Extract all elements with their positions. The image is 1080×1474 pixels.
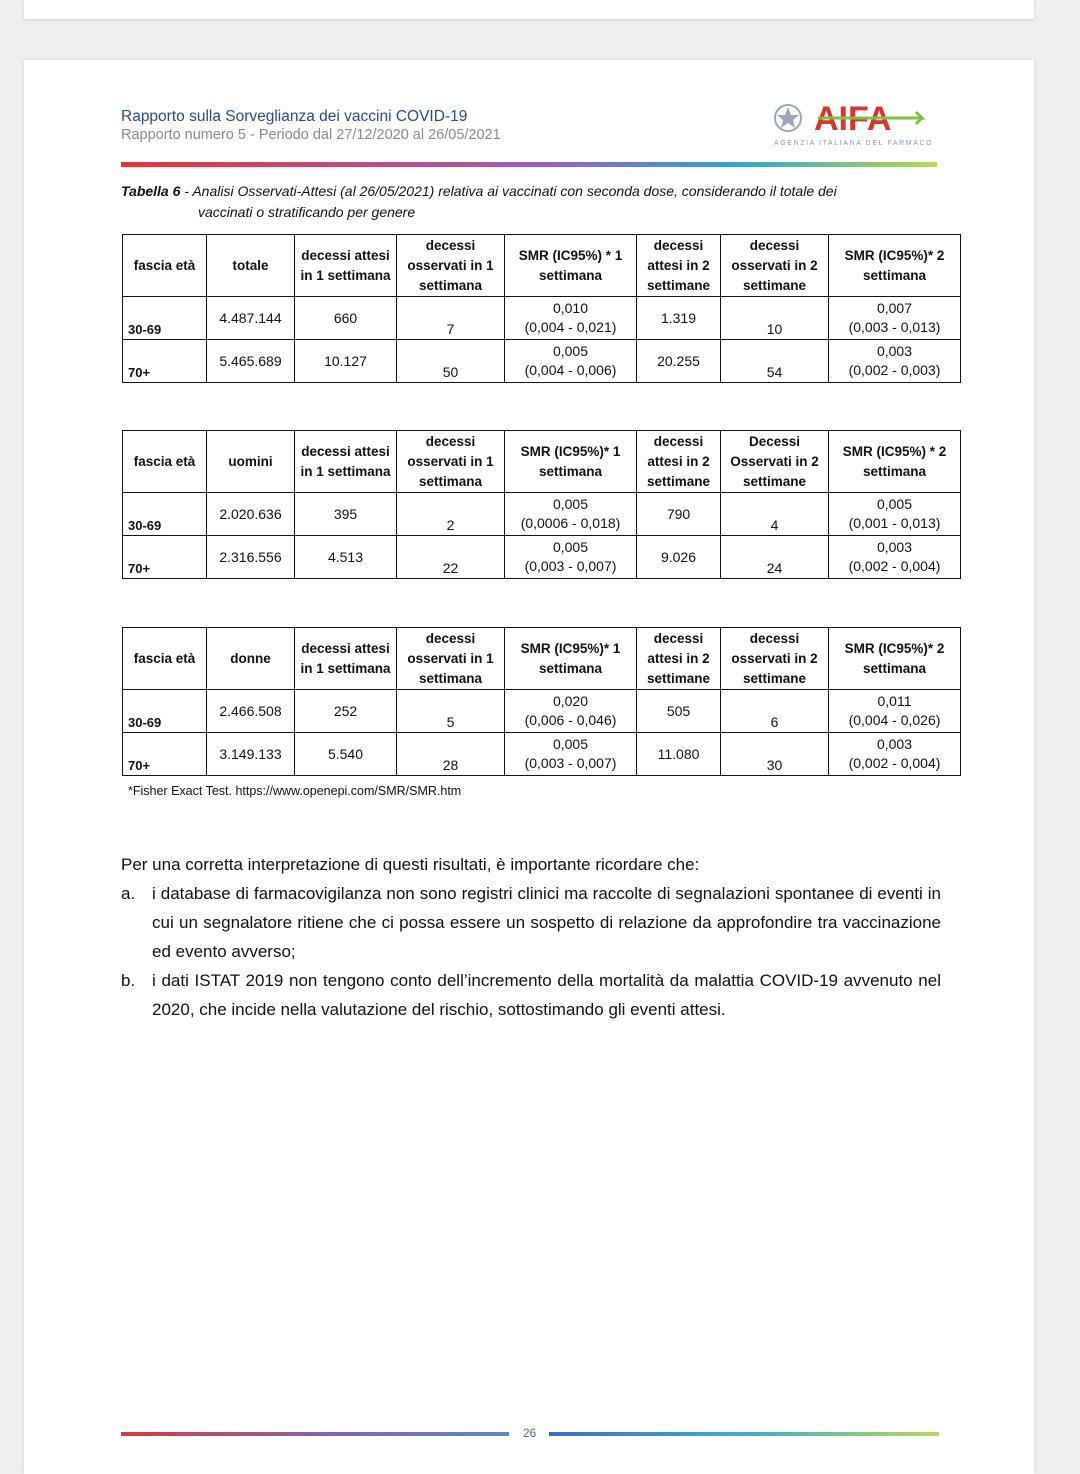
observed-1w-cell: 7 (397, 297, 505, 340)
expected-1w-cell: 5.540 (295, 733, 397, 776)
column-header: donne (207, 628, 295, 690)
column-header: decessi osservati in 1 settimana (397, 235, 505, 297)
column-header: fascia età (123, 431, 207, 493)
list-text: i database di farmacovigilanza non sono registri clinici ma raccolte di segnalazioni spontanee di eventi in cui un segnalatore ritiene che ci possa essere un sospetto di relazione da approfondire tra vaccinazione ed evento avverso; (152, 884, 941, 961)
list-item (121, 879, 941, 966)
observed-2w-cell: 6 (721, 690, 829, 733)
smr-ci: (0,006 - 0,046) (524, 712, 617, 728)
column-header: SMR (IC95%)* 1 settimana (505, 431, 637, 493)
smr-2w-cell (829, 340, 961, 383)
column-header: decessi attesi in 1 settimana (295, 235, 397, 297)
table-header-row (123, 628, 961, 690)
smr-ci: (0,002 - 0,004) (848, 558, 941, 574)
footer-line-left (121, 1432, 509, 1436)
expected-1w-cell: 4.513 (295, 536, 397, 579)
list-marker: a. (121, 884, 136, 903)
smr-2w-cell (829, 493, 961, 536)
column-header: decessi attesi in 2 settimane (637, 431, 721, 493)
header-divider (121, 162, 937, 167)
smr-ci: (0,002 - 0,004) (848, 755, 941, 771)
page-number: 26 (522, 1426, 537, 1440)
age-band-cell: 70+ (123, 733, 207, 776)
age-band-cell: 70+ (123, 340, 207, 383)
expected-2w-cell: 1.319 (637, 297, 721, 340)
caption-text-2: vaccinati o stratificando per genere (198, 204, 416, 220)
table-row (123, 536, 961, 579)
column-header: decessi osservati in 2 settimane (721, 235, 829, 297)
age-band-cell: 70+ (123, 536, 207, 579)
smr-value: 0,010 (552, 300, 589, 316)
smr-2w-cell (829, 690, 961, 733)
report-subtitle: Rapporto numero 5 - Periodo dal 27/12/2020 al 26/05/2021 (121, 127, 501, 143)
table-header-row (123, 431, 961, 493)
observed-1w-cell: 5 (397, 690, 505, 733)
expected-2w-cell: 790 (637, 493, 721, 536)
caption-label: Tabella 6 (121, 183, 181, 199)
column-header: uomini (207, 431, 295, 493)
column-header: decessi attesi in 1 settimana (295, 431, 397, 493)
svg-text:AIFA: AIFA (814, 100, 892, 138)
column-header: SMR (IC95%) * 1 settimana (505, 235, 637, 297)
table-header-row (123, 235, 961, 297)
smr-2w-cell (829, 297, 961, 340)
column-header: SMR (IC95%)* 1 settimana (505, 628, 637, 690)
population-cell: 2.316.556 (207, 536, 295, 579)
observed-2w-cell: 30 (721, 733, 829, 776)
observed-1w-cell: 2 (397, 493, 505, 536)
smr-table-2 (122, 430, 961, 579)
column-header: Decessi Osservati in 2 settimane (721, 431, 829, 493)
column-header: decessi osservati in 1 settimana (397, 431, 505, 493)
smr-value: 0,005 (552, 539, 589, 555)
column-header: totale (207, 235, 295, 297)
column-header: SMR (IC95%)* 2 settimana (829, 235, 961, 297)
column-header: decessi attesi in 2 settimane (637, 628, 721, 690)
expected-1w-cell: 395 (295, 493, 397, 536)
emblem-icon (775, 105, 801, 131)
smr-2w-cell (829, 536, 961, 579)
caption-text: - Analisi Osservati-Attesi (al 26/05/2021) relativa ai vaccinati con seconda dose, considerando il totale dei (180, 183, 837, 199)
table-row (123, 493, 961, 536)
smr-ci: (0,004 - 0,006) (524, 362, 617, 378)
smr-ci: (0,002 - 0,003) (848, 362, 941, 378)
expected-2w-cell: 505 (637, 690, 721, 733)
smr-value: 0,003 (876, 343, 913, 359)
population-cell: 3.149.133 (207, 733, 295, 776)
column-header: decessi osservati in 2 settimane (721, 628, 829, 690)
previous-page-edge (24, 0, 1034, 19)
population-cell: 5.465.689 (207, 340, 295, 383)
table-row (123, 733, 961, 776)
smr-table-3 (122, 627, 961, 776)
report-title: Rapporto sulla Sorveglianza dei vaccini COVID-19 (121, 108, 468, 125)
column-header: decessi attesi in 1 settimana (295, 628, 397, 690)
smr-value: 0,007 (876, 300, 913, 316)
smr-2w-cell (829, 733, 961, 776)
smr-ci: (0,004 - 0,021) (524, 319, 617, 335)
smr-1w-cell (505, 340, 637, 383)
interpretation-paragraph (121, 850, 941, 1024)
observed-1w-cell: 50 (397, 340, 505, 383)
list-text: i dati ISTAT 2019 non tengono conto dell’incremento della mortalità da malattia COVID-19 avvenuto nel 2020, che incide nella valutazione del rischio, sottostimando gli eventi attesi. (152, 971, 941, 1019)
column-header: fascia età (123, 628, 207, 690)
smr-ci: (0,003 - 0,007) (524, 558, 617, 574)
observed-2w-cell: 54 (721, 340, 829, 383)
population-cell: 4.487.144 (207, 297, 295, 340)
smr-ci: (0,001 - 0,013) (848, 515, 941, 531)
population-cell: 2.020.636 (207, 493, 295, 536)
column-header: decessi osservati in 1 settimana (397, 628, 505, 690)
smr-value: 0,005 (552, 343, 589, 359)
paragraph-intro: Per una corretta interpretazione di questi risultati, è importante ricordare che: (121, 855, 700, 874)
population-cell: 2.466.508 (207, 690, 295, 733)
smr-value: 0,005 (552, 496, 589, 512)
smr-ci: (0,003 - 0,007) (524, 755, 617, 771)
smr-1w-cell (505, 536, 637, 579)
footer-line-right (549, 1432, 939, 1436)
smr-value: 0,005 (552, 736, 589, 752)
smr-value: 0,020 (552, 693, 589, 709)
document-page (24, 60, 1034, 1474)
aifa-logo (772, 96, 942, 156)
list-item (121, 966, 941, 1024)
age-band-cell: 30-69 (123, 297, 207, 340)
observed-2w-cell: 4 (721, 493, 829, 536)
column-header: SMR (IC95%) * 2 settimana (829, 431, 961, 493)
expected-1w-cell: 10.127 (295, 340, 397, 383)
observed-1w-cell: 28 (397, 733, 505, 776)
footnote: *Fisher Exact Test. https://www.openepi.com/SMR/SMR.htm (128, 784, 462, 798)
smr-1w-cell (505, 690, 637, 733)
expected-1w-cell: 660 (295, 297, 397, 340)
smr-ci: (0,004 - 0,026) (848, 712, 941, 728)
observed-2w-cell: 10 (721, 297, 829, 340)
smr-value: 0,003 (876, 539, 913, 555)
smr-table-1 (122, 234, 961, 383)
smr-1w-cell (505, 493, 637, 536)
observed-2w-cell: 24 (721, 536, 829, 579)
table-caption (121, 181, 941, 223)
age-band-cell: 30-69 (123, 493, 207, 536)
column-header: fascia età (123, 235, 207, 297)
smr-value: 0,005 (876, 496, 913, 512)
list-marker: b. (121, 971, 136, 990)
observed-1w-cell: 22 (397, 536, 505, 579)
smr-1w-cell (505, 733, 637, 776)
expected-2w-cell: 9.026 (637, 536, 721, 579)
table-row (123, 297, 961, 340)
smr-ci: (0,003 - 0,013) (848, 319, 941, 335)
age-band-cell: 30-69 (123, 690, 207, 733)
smr-value: 0,011 (877, 693, 912, 709)
column-header: SMR (IC95%)* 2 settimana (829, 628, 961, 690)
column-header: decessi attesi in 2 settimane (637, 235, 721, 297)
smr-1w-cell (505, 297, 637, 340)
aifa-logo-subtext: AGENZIA ITALIANA DEL FARMACO (774, 140, 934, 147)
expected-1w-cell: 252 (295, 690, 397, 733)
smr-value: 0,003 (876, 736, 913, 752)
expected-2w-cell: 20.255 (637, 340, 721, 383)
table-row (123, 690, 961, 733)
expected-2w-cell: 11.080 (637, 733, 721, 776)
table-row (123, 340, 961, 383)
smr-ci: (0,0006 - 0,018) (520, 515, 621, 531)
